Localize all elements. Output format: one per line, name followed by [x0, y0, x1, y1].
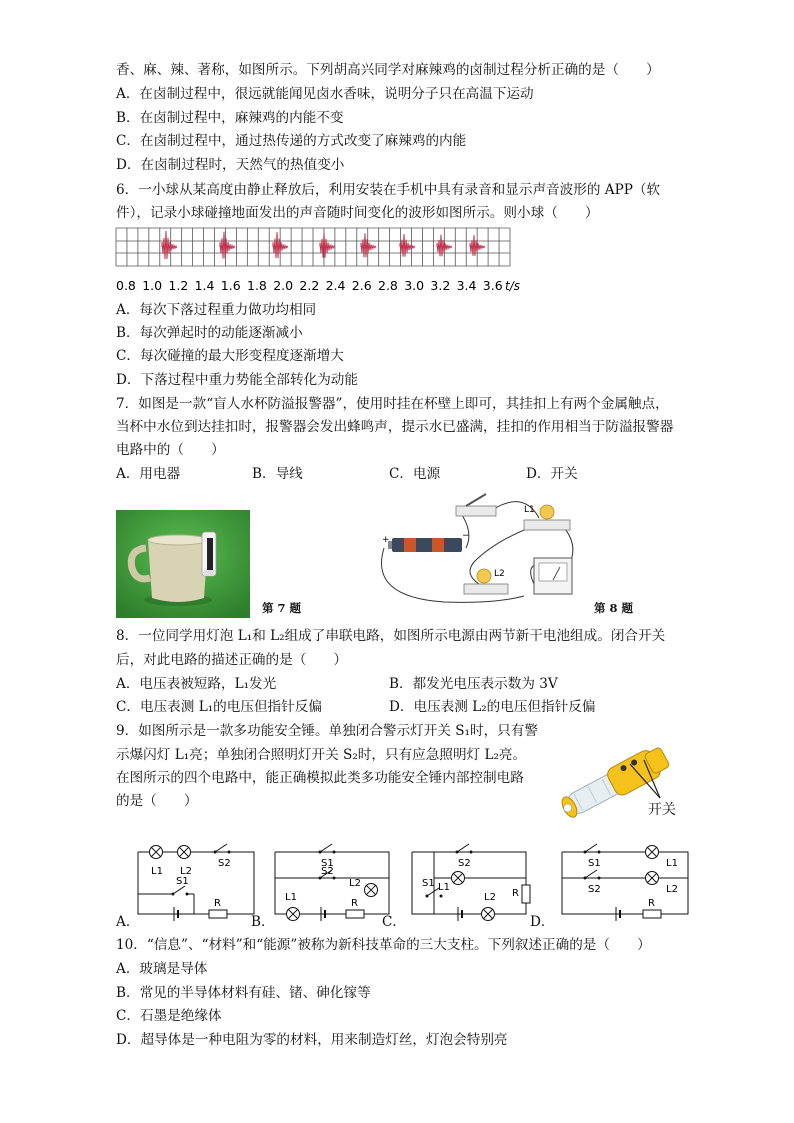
q7-option-a: A．用电器 — [116, 466, 181, 482]
q8-option-a: A．电压表被短路，L₁发光 — [116, 676, 277, 692]
lamp-icon — [452, 872, 465, 885]
time-tick-label: 3.4 — [456, 278, 477, 293]
q8-figure-caption: 第 8 题 — [594, 601, 634, 615]
q6-option-d: D．下落过程中重力势能全部转化为动能 — [116, 372, 358, 388]
resistor-icon — [643, 910, 661, 918]
sound-burst — [361, 233, 376, 257]
knife-switch-icon — [456, 494, 496, 516]
q7-stem-line2: 当杯中水位到达挂扣时，报警器会发出蜂鸣声，提示水已盛满，挂扣的作用相当于防溢报警器 — [116, 419, 674, 435]
time-tick-label: 1.2 — [168, 278, 189, 293]
battery-icon — [388, 538, 462, 552]
circuit-letter-a: A． — [116, 914, 140, 930]
time-tick-label: 2.0 — [273, 278, 294, 293]
time-tick-label: 1.0 — [142, 278, 163, 293]
cup-photo — [116, 510, 250, 618]
q10-option-b: B．常见的半导体材料有硅、锗、砷化镓等 — [116, 985, 371, 1001]
q7-option-c: C．电源 — [389, 466, 441, 482]
lamp-icon — [482, 908, 495, 921]
battery-plus-label: + — [382, 535, 390, 545]
lamp-icon — [365, 884, 378, 897]
circuit-letter-c: C． — [382, 914, 406, 930]
switch-s2-label: S2 — [218, 858, 231, 869]
q6-option-b: B．每次弹起时的动能逐渐减小 — [116, 325, 303, 341]
circuit-option-a — [134, 842, 262, 922]
switch-s1-label: S1 — [176, 876, 189, 887]
resistor-label: R — [512, 888, 519, 899]
q10-option-d: D．超导体是一种电阻为零的材料，用来制造灯丝，灯泡会特别亮 — [116, 1032, 508, 1048]
circuit-option-b — [271, 842, 397, 922]
resistor-icon — [346, 910, 364, 918]
switch-s1-label: S1 — [321, 858, 334, 869]
resistor-icon — [209, 910, 227, 918]
resistor-label: R — [648, 898, 655, 909]
q9-stem-line1: 9．如图所示是一款多功能安全锤。单独闭合警示灯开关 S₁时，只有警 — [116, 723, 538, 739]
time-tick-label: 3.2 — [430, 278, 451, 293]
lamp-l1-label: L1 — [438, 882, 450, 893]
lamp-l1-label: L1 — [285, 892, 297, 903]
q5-option-a: A．在卤制过程中，很远就能闻见卤水香味，说明分子只在高温下运动 — [116, 86, 534, 102]
q8-stem-line1: 8．一位同学用灯泡 L₁和 L₂组成了串联电路，如图所示电源由两节新干电池组成。闭合开关 — [116, 628, 666, 644]
circuit-option-d — [548, 842, 706, 922]
q7-option-b: B．导线 — [252, 466, 303, 482]
battery-minus-label: − — [462, 531, 470, 541]
circuit-option-c — [408, 842, 534, 922]
resistor-icon — [522, 885, 530, 903]
time-tick-label: 1.6 — [220, 278, 241, 293]
q5-option-c: C．在卤制过程中，通过热传递的方式改变了麻辣鸡的内能 — [116, 133, 467, 149]
q10-option-a: A．玻璃是导体 — [116, 961, 208, 977]
switch-s2-label: S2 — [458, 858, 471, 869]
circuit-letter-d: D． — [530, 914, 555, 930]
lamp-icon — [646, 846, 659, 859]
lamp-l1-label: L1 — [666, 858, 678, 869]
q7-stem-line1: 7．如图是一款“盲人水杯防溢报警器”，使用时挂在杯壁上即可，其挂扣上有两个金属触点， — [116, 396, 669, 412]
q8-circuit-figure — [374, 492, 594, 616]
time-axis-ticks — [116, 278, 520, 293]
q8-option-b: B．都发光电压表示数为 3V — [389, 676, 558, 692]
q5-option-b: B．在卤制过程中，麻辣鸡的内能不变 — [116, 110, 344, 126]
sound-burst — [320, 233, 335, 258]
waveform-bursts — [162, 231, 485, 259]
sound-burst — [220, 232, 235, 259]
time-tick-label: 2.6 — [351, 278, 372, 293]
q5-option-d: D．在卤制过程时，天然气的热值变小 — [116, 157, 345, 173]
resistor-label: R — [214, 898, 221, 909]
time-tick-label: 1.8 — [247, 278, 267, 293]
switch-label: 开关 — [648, 802, 676, 818]
lamp-icon — [646, 872, 659, 885]
q9-stem-line4: 的是（ ） — [116, 793, 198, 809]
lamp-l1-label: L1 — [151, 866, 163, 877]
bulb-l2-label: L2 — [494, 569, 505, 579]
q7-option-d: D．开关 — [526, 466, 578, 482]
switch-s2-label: S2 — [588, 884, 601, 895]
time-axis-unit: t/s — [505, 279, 520, 293]
q8-option-d: D．电压表测 L₂的电压但指针反偏 — [389, 699, 596, 715]
time-tick-label: 2.2 — [299, 278, 320, 293]
lamp-l2-label: L2 — [484, 892, 496, 903]
switch-s2-label: S2 — [321, 866, 334, 877]
lamp-icon — [150, 846, 163, 859]
switch-s1-label: S1 — [422, 878, 435, 889]
q6-stem-line1: 6．一小球从某高度由静止释放后，利用安装在手机中具有录音和显示声音波形的 APP（软 — [116, 182, 661, 198]
q7-figure-caption: 第 7 题 — [262, 601, 302, 615]
lamp-l2-label: L2 — [180, 866, 192, 877]
q8-option-c: C．电压表测 L₁的电压但指针反偏 — [116, 699, 322, 715]
time-tick-label: 3.6 — [482, 278, 503, 293]
time-tick-label: 3.0 — [404, 278, 425, 293]
sound-burst — [162, 231, 177, 259]
bulb-l1-label: L1 — [524, 505, 535, 515]
lamp-icon — [287, 908, 300, 921]
q6-option-a: A．每次下落过程重力做功均相同 — [116, 302, 317, 318]
lamp-l2-label: L2 — [666, 884, 678, 895]
switch-icon — [172, 886, 189, 896]
time-tick-label: 1.4 — [194, 278, 215, 293]
q9-stem-line3: 在图所示的四个电路中，能正确模拟此类多功能安全锤内部控制电路 — [116, 770, 524, 786]
voltmeter-icon — [534, 558, 572, 594]
resistor-label: R — [351, 898, 358, 909]
waveform-figure — [112, 226, 532, 296]
circuit-letter-b: B． — [251, 914, 275, 930]
switch-s1-label: S1 — [588, 858, 601, 869]
lamp-l2-label: L2 — [349, 878, 361, 889]
q10-stem: 10．“信息”、“材料”和“能源”被称为新科技革命的三大支柱。下列叙述正确的是（ ） — [116, 937, 651, 953]
q6-option-c: C．每次碰撞的最大形变程度逐渐增大 — [116, 348, 344, 364]
time-tick-label: 2.4 — [325, 278, 346, 293]
q10-option-c: C．石墨是绝缘体 — [116, 1008, 222, 1024]
q6-stem-line2: 件），记录小球碰撞地面发出的声音随时间变化的波形如图所示。则小球（ ） — [116, 205, 599, 221]
lamp-icon — [178, 846, 191, 859]
q8-stem-line2: 后，对此电路的描述正确的是（ ） — [116, 652, 348, 668]
q9-stem-line2: 示爆闪灯 L₁亮；单独闭合照明灯开关 S₂时，只有应急照明灯 L₂亮。 — [116, 747, 527, 763]
time-tick-label: 2.8 — [378, 278, 398, 293]
q5-stem: 香、麻、辣、著称，如图所示。下列胡高兴同学对麻辣鸡的卤制过程分析正确的是（ ） — [116, 62, 660, 78]
time-tick-label: 0.8 — [116, 278, 136, 293]
q7-stem-line3: 电路中的（ ） — [116, 442, 225, 458]
